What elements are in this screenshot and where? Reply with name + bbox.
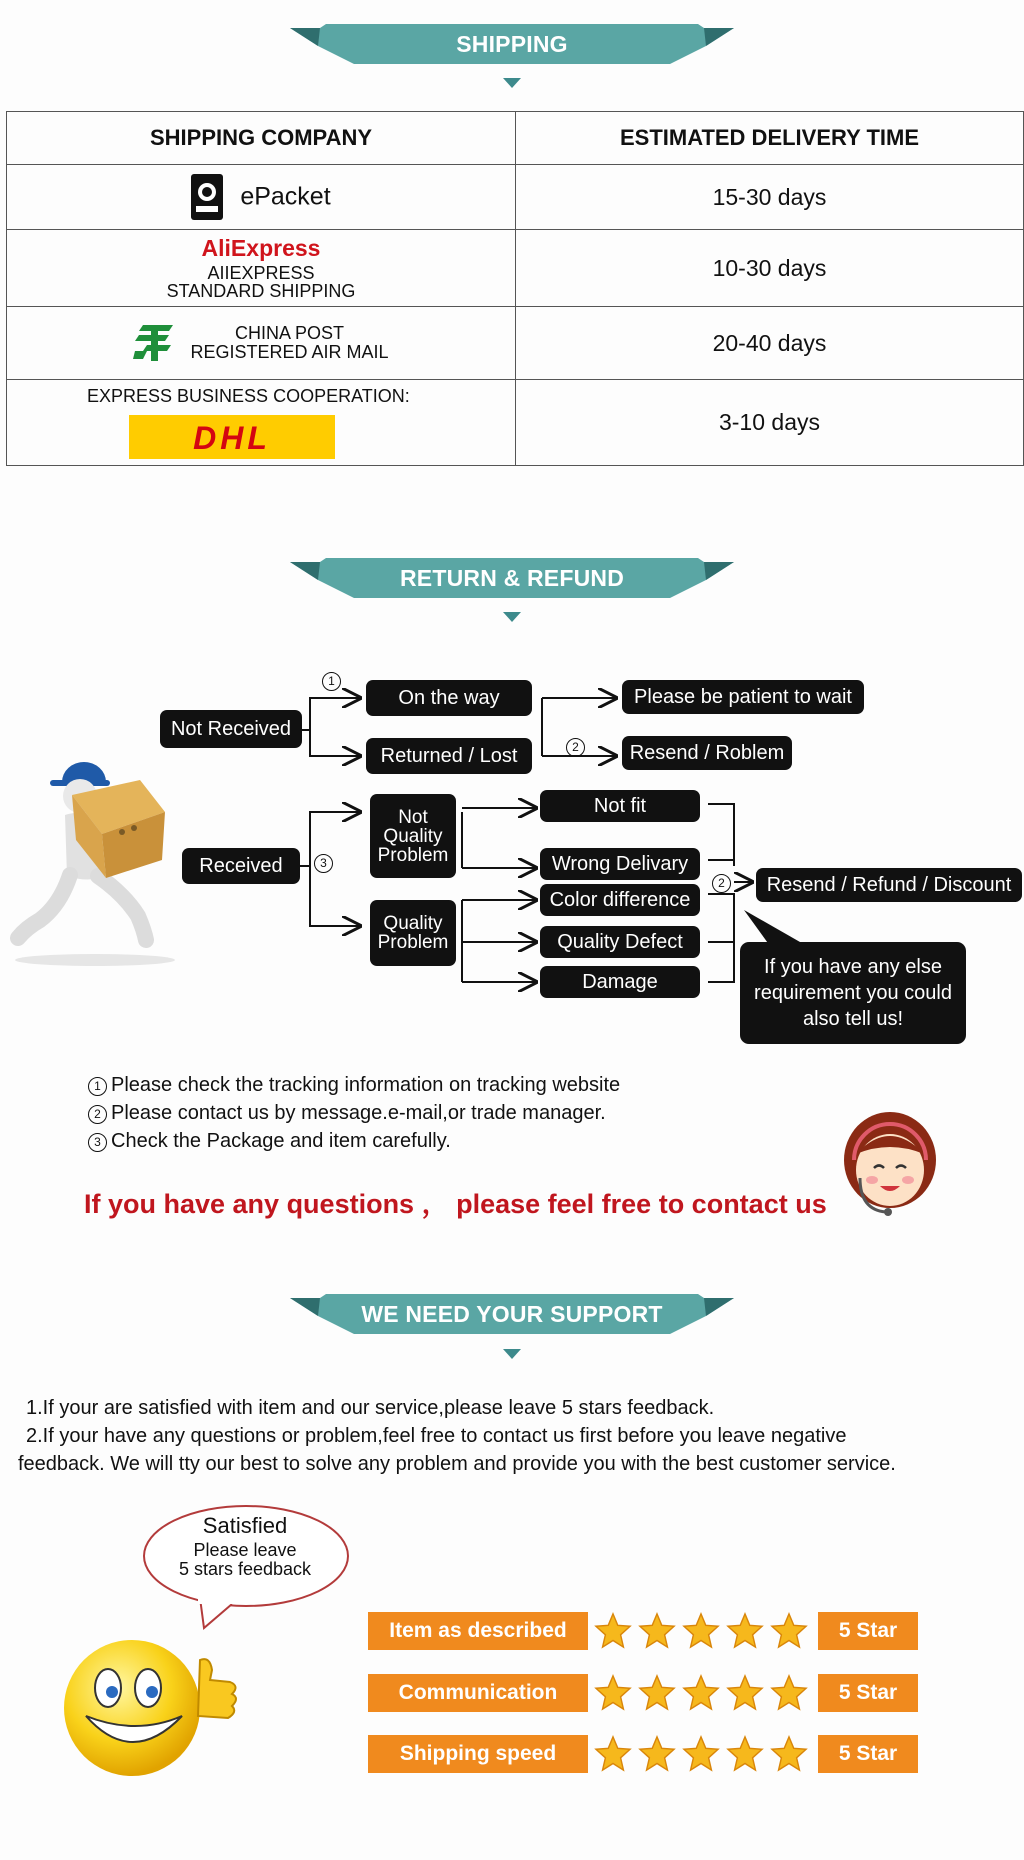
epacket-logo-icon xyxy=(191,174,223,220)
delivery-time: 3-10 days xyxy=(516,380,1024,466)
table-row xyxy=(7,230,1024,307)
star-icon xyxy=(682,1609,720,1653)
star-icon xyxy=(594,1671,632,1715)
company-name: ePacket xyxy=(240,182,331,211)
rating-label-shipping: Shipping speed xyxy=(368,1735,588,1773)
node-be-patient: Please be patient to wait xyxy=(622,680,864,714)
star-icon xyxy=(638,1609,676,1653)
note-number: 3 xyxy=(88,1133,107,1152)
node-color-difference: Color difference xyxy=(540,884,700,916)
star-icon xyxy=(594,1609,632,1653)
bubble-line: Please leave xyxy=(193,1540,297,1561)
shipping-banner xyxy=(290,24,734,68)
chevron-down-icon xyxy=(503,78,521,88)
chevron-down-icon xyxy=(503,612,521,622)
note-text: Check the Package and item carefully. xyxy=(111,1130,451,1152)
table-row xyxy=(7,380,1024,466)
rating-value-shipping: 5 Star xyxy=(818,1735,918,1773)
rating-stars-communication xyxy=(594,1671,808,1715)
star-icon xyxy=(726,1609,764,1653)
delivery-time: 20-40 days xyxy=(516,307,1024,380)
company-cell-epacket xyxy=(7,165,516,230)
shipping-table xyxy=(6,111,1024,466)
note-number: 2 xyxy=(88,1105,107,1124)
node-not-fit: Not fit xyxy=(540,790,700,822)
callout-line: requirement you could xyxy=(754,982,952,1004)
company-line1: CHINA POST xyxy=(234,323,345,344)
smiley-thumbs-up-icon xyxy=(60,1630,250,1785)
delivery-time: 10-30 days xyxy=(516,230,1024,307)
support-line-1: 1.If your are satisfied with item and our service,please leave 5 stars feedback. xyxy=(26,1397,715,1419)
callout-line: If you have any else xyxy=(764,956,942,978)
star-icon xyxy=(726,1732,764,1776)
column-header-company: SHIPPING COMPANY xyxy=(7,112,516,165)
node-text-line: Problem xyxy=(377,844,449,866)
step-marker-1 xyxy=(322,672,345,691)
step-marker-2b xyxy=(712,874,735,893)
company-cell-dhl xyxy=(7,380,516,466)
node-text-line: Quality xyxy=(383,825,443,847)
node-resend-problem: Resend / Roblem xyxy=(622,736,792,770)
contact-message: If you have any questions ， please feel free to contact us xyxy=(84,1189,827,1219)
note-text: Please check the tracking information on tracking website xyxy=(111,1074,621,1096)
node-quality-defect: Quality Defect xyxy=(540,926,700,958)
node-on-the-way: On the way xyxy=(366,680,532,716)
node-not-quality-problem xyxy=(370,794,456,878)
support-line-3: feedback. We will tty our best to solve any problem and provide you with the best customer service. xyxy=(18,1453,896,1475)
china-post-logo-icon xyxy=(133,321,175,366)
customer-service-avatar xyxy=(842,1110,938,1225)
node-wrong-delivery: Wrong Delivary xyxy=(540,848,700,880)
note-2 xyxy=(88,1102,606,1125)
rating-label-communication: Communication xyxy=(368,1674,588,1712)
star-icon xyxy=(682,1732,720,1776)
note-number: 1 xyxy=(88,1077,107,1096)
company-cell-chinapost xyxy=(7,307,516,380)
chevron-down-icon xyxy=(503,1349,521,1359)
star-icon xyxy=(638,1671,676,1715)
company-line1: AIIEXPRESS xyxy=(207,262,315,283)
table-header-row xyxy=(7,112,1024,165)
callout-line: also tell us! xyxy=(802,1008,904,1030)
star-icon xyxy=(770,1671,808,1715)
return-banner-title: RETURN & REFUND xyxy=(399,565,625,591)
support-line-2: 2.If your have any questions or problem,feel free to contact us first before you leave negative xyxy=(26,1425,847,1447)
step-number: 3 xyxy=(314,854,333,873)
step-number: 1 xyxy=(322,672,341,691)
star-icon xyxy=(770,1732,808,1776)
company-cell-aliexpress xyxy=(7,230,516,307)
star-icon xyxy=(638,1732,676,1776)
dhl-logo xyxy=(129,415,335,459)
aliexpress-logo: AliExpress xyxy=(201,234,321,261)
node-not-received: Not Received xyxy=(160,710,302,748)
node-quality-problem xyxy=(370,900,456,966)
callout-else-requirement xyxy=(740,942,966,1044)
step-marker-3 xyxy=(314,854,337,873)
star-icon xyxy=(726,1671,764,1715)
column-header-time: ESTIMATED DELIVERY TIME xyxy=(516,112,1024,165)
support-text xyxy=(18,1394,1018,1478)
rating-value-item: 5 Star xyxy=(818,1612,918,1650)
bubble-line: Satisfied xyxy=(202,1513,288,1538)
company-line2: STANDARD SHIPPING xyxy=(166,280,356,301)
support-banner xyxy=(290,1294,734,1338)
rating-value-communication: 5 Star xyxy=(818,1674,918,1712)
rating-stars-item xyxy=(594,1609,808,1653)
return-banner xyxy=(290,558,734,602)
company-line2: REGISTERED AIR MAIL xyxy=(190,342,389,362)
table-row xyxy=(7,307,1024,380)
note-1 xyxy=(88,1074,620,1097)
rating-label-item: Item as described xyxy=(368,1612,588,1650)
node-text-line: Not xyxy=(398,806,428,828)
delivery-time: 15-30 days xyxy=(516,165,1024,230)
node-damage: Damage xyxy=(540,966,700,998)
bubble-line: 5 stars feedback xyxy=(178,1558,312,1579)
dhl-logo-text: DHL xyxy=(193,420,271,456)
support-banner-title: WE NEED YOUR SUPPORT xyxy=(361,1301,663,1327)
step-marker-2 xyxy=(566,738,589,757)
star-icon xyxy=(594,1732,632,1776)
node-received: Received xyxy=(182,848,300,884)
step-number: 2 xyxy=(712,874,731,893)
node-returned-lost: Returned / Lost xyxy=(366,738,532,774)
table-row xyxy=(7,165,1024,230)
node-resend-refund-discount: Resend / Refund / Discount xyxy=(756,868,1022,902)
star-icon xyxy=(770,1609,808,1653)
callout-pointer xyxy=(740,906,810,946)
step-number: 2 xyxy=(566,738,585,757)
star-icon xyxy=(682,1671,720,1715)
node-text-line: Quality xyxy=(383,913,443,934)
express-label: EXPRESS BUSINESS COOPERATION: xyxy=(87,386,410,406)
node-text-line: Problem xyxy=(377,932,449,953)
note-text: Please contact us by message.e-mail,or trade manager. xyxy=(111,1102,606,1124)
speech-bubble-text xyxy=(150,1514,340,1579)
note-3 xyxy=(88,1130,451,1153)
shipping-banner-title: SHIPPING xyxy=(456,31,568,57)
rating-stars-shipping xyxy=(594,1732,808,1776)
